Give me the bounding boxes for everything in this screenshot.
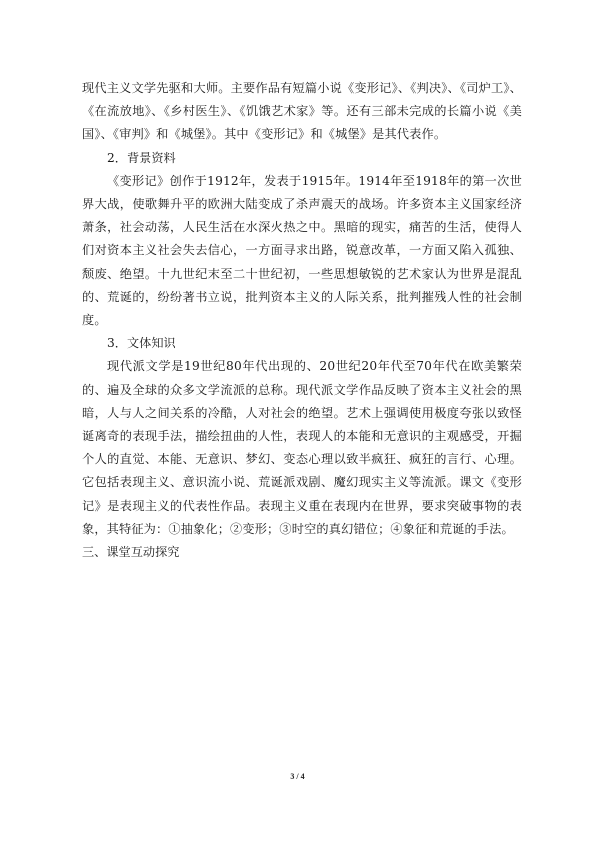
document-body [82, 77, 522, 564]
paragraph-background: 《变形记》创作于1912年，发表于1915年。1914年至1918年的第一次世界大战，使歌舞升平的欧洲大陆变成了杀声震天的战场。许多资本主义国家经济萧条，社会动荡，人民生活在水深火热之中。黑暗的现实，痛苦的生活，使得人们对资本主义社会失去信心，一方面寻求出路，锐意改革，一方面又陷入孤独、颓废、绝望。十九世纪末至二十世纪初，一些思想敏锐的艺术家认为世界是混乱的、荒诞的，纷纷著书立说，批判资本主义的人际关系，批判摧残人性的社会制度。 [82, 173, 522, 328]
section-heading-genre: 3．文体知识 [107, 336, 176, 351]
section-heading-classroom: 三、课堂互动探究 [82, 545, 180, 560]
paragraph-author-works: 现代主义文学先驱和大师。主要作品有短篇小说《变形记》、《判决》、《司炉工》、《在流放地》、《乡村医生》、《饥饿艺术家》等。还有三部未完成的长篇小说《美国》、《审判》和《城堡》。其中《变形记》和《城堡》是其代表作。 [82, 81, 522, 142]
paragraph-genre: 现代派文学是19世纪80年代出现的、20世纪20年代至70年代在欧美繁荣的、遍及全球的众多文学流派的总称。现代派文学作品反映了资本主义社会的黑暗，人与人之间关系的冷酷，人对社会的绝望。艺术上强调使用极度夸张以致怪诞离奇的表现手法，描绘扭曲的人性，表现人的本能和无意识的主观感受，开掘个人的直觉、本能、无意识、梦幻、变态心理以致半疯狂、疯狂的言行、心理。它包括表现主义、意识流小说、荒诞派戏剧、魔幻现实主义等流派。课文《变形记》是表现主义的代表性作品。表现主义重在表现内在世界，要求突破事物的表象，其特征为：①抽象化；②变形；③时空的真幻错位；④象征和荒诞的手法。 [82, 359, 522, 536]
page-number: 3 / 4 [290, 772, 305, 781]
section-heading-background: 2．背景资料 [107, 150, 176, 165]
